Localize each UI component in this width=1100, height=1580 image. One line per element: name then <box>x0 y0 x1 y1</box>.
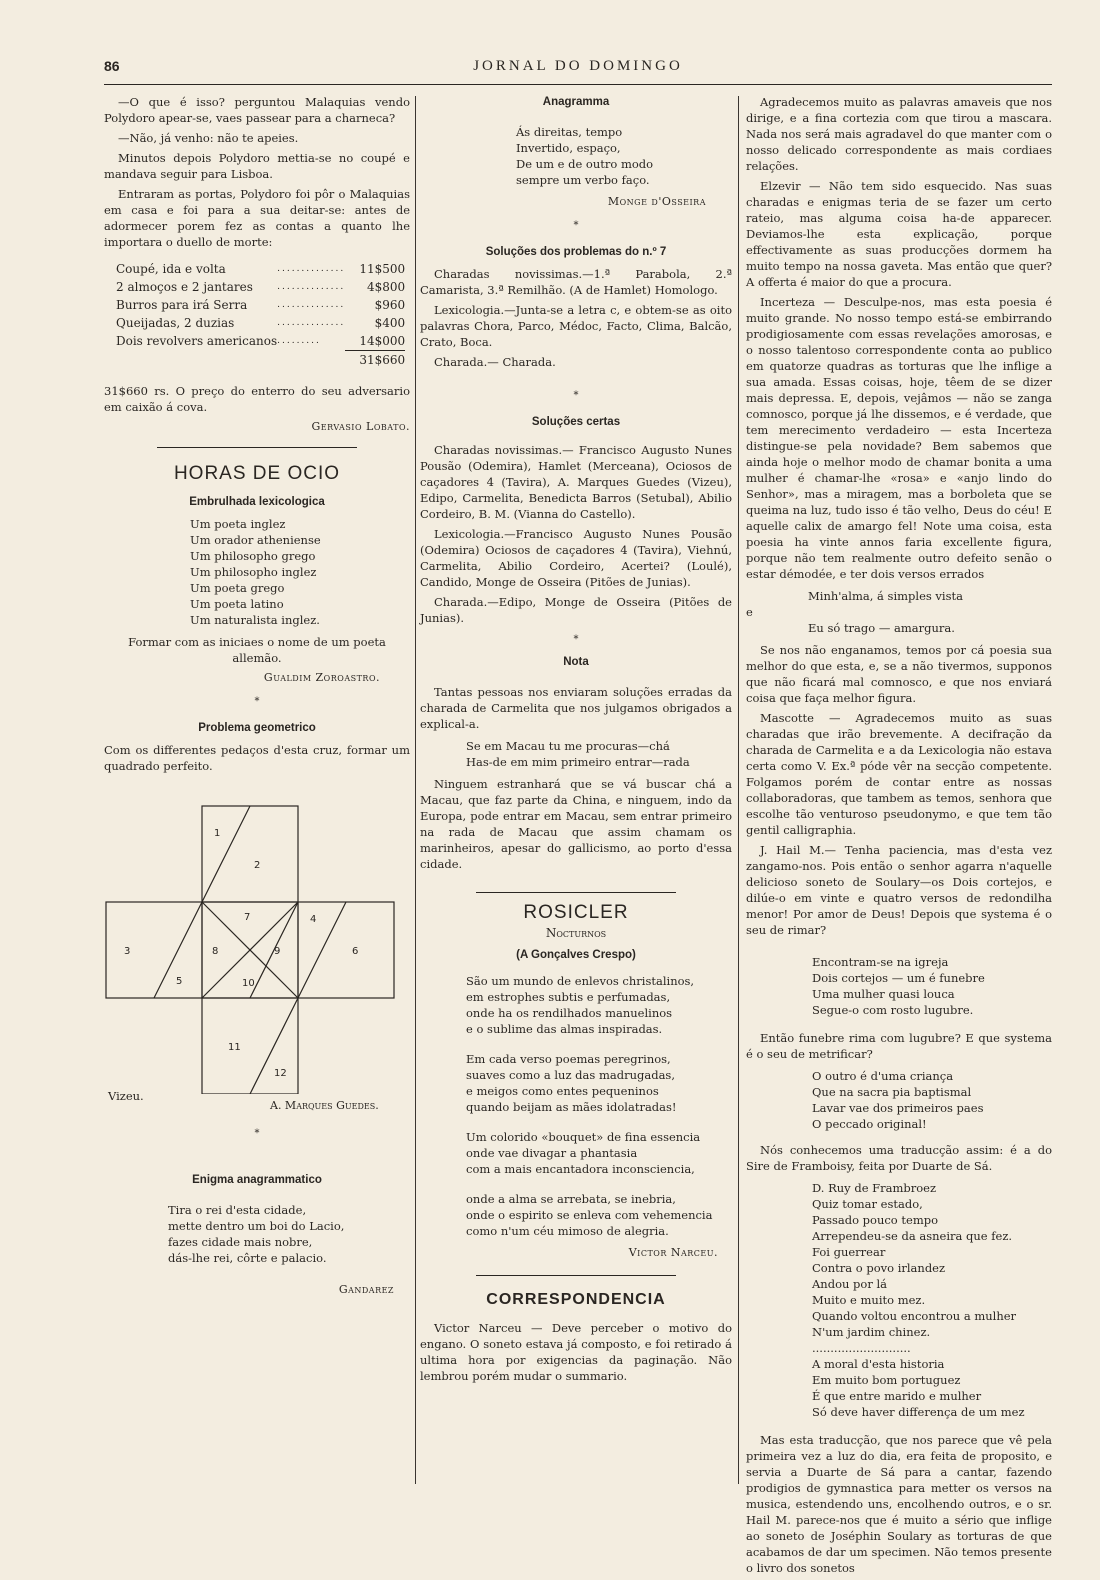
expense-item: Burros para irá Serra <box>116 298 248 312</box>
expense-total-row <box>116 351 405 370</box>
quoted-line: É que entre marido e mulher <box>812 1389 982 1403</box>
piece-label: 1 <box>214 828 221 839</box>
quoted-line: Arrependeu-se da asneira que fez. <box>812 1229 1013 1243</box>
piece-label: 8 <box>212 946 219 957</box>
enigma-lines <box>168 1202 410 1266</box>
correspondence-paragraph: Mas esta traducção, que nos parece que vê pela primeira vez a luz do dia, era feita de proposito, e servia a Duarte de Sá para a cantar, fazendo prodigios de gymnastica para metter os versos na musica, estendendo uns, encolhendo outros, e o sr. Hail M. parece-nos que é muito a sério que inflige ao soneto de Joséphin Soulary as torturas de que acabamos de dar um specimen. Não temos presente o livro dos sonetos <box>746 1433 1052 1575</box>
quoted-verse <box>812 1068 1052 1132</box>
story-paragraph: Entraram as portas, Polydoro foi pôr o Malaquias em casa e foi para a sua deitar-se: antes de adormecer porem fez as contas a quanto lhe importara o duello de morte: <box>104 187 410 249</box>
piece-label: 7 <box>244 912 251 923</box>
poem-dedication: (A Gonçalves Crespo) <box>516 949 636 961</box>
quoted-line: Encontram-se na igreja <box>812 955 949 969</box>
poem-stanza <box>466 1191 732 1239</box>
column-2 <box>420 94 732 1388</box>
section-rule <box>157 447 357 448</box>
section-rule <box>476 892 676 893</box>
column-3 <box>746 94 1052 1580</box>
puzzle-line: Um naturalista inglez. <box>190 613 320 627</box>
section-heading: Nota <box>563 656 589 668</box>
quoted-line: Lavar vae dos primeiros paes <box>812 1101 984 1115</box>
separator-star: * <box>254 696 260 707</box>
section-title: HORAS DE OCIO <box>173 463 341 484</box>
column-divider-2 <box>738 96 739 1484</box>
anagram-line: Ás direitas, tempo <box>516 125 623 139</box>
header-rule <box>104 84 1052 85</box>
solution-paragraph: Charadas novissimas.—1.ª Parabola, 2.ª Camarista, 3.ª Remilhão. (A de Hamlet) Homologo. <box>420 267 732 297</box>
expense-value: 4$800 <box>367 280 406 294</box>
poem-line: quando beijam as mães idolatradas! <box>466 1100 677 1114</box>
story-paragraph: —Não, já venho: não te apeies. <box>118 131 299 145</box>
anagram-line: sempre um verbo faço. <box>516 173 650 187</box>
quoted-line: e <box>746 605 753 619</box>
quoted-line: Quando voltou encontrou a mulher <box>812 1309 1017 1323</box>
puzzle-line: Um poeta grego <box>190 581 285 595</box>
enigma-line: Tira o rei d'esta cidade, <box>168 1203 307 1217</box>
section-rule <box>476 1275 676 1276</box>
quoted-line: Contra o povo irlandez <box>812 1261 946 1275</box>
author-signature: A. Marques Guedes. <box>270 1099 379 1112</box>
expense-total: 31$660 <box>345 351 405 370</box>
puzzle-line: Um philosopho grego <box>190 549 316 563</box>
solution-paragraph: Lexicologia.—Junta-se a letra c, e obtem-se as oito palavras Chora, Parco, Médoc, Facto, Clima, Balcão, Crato, Boca. <box>420 303 732 349</box>
piece-label: 4 <box>310 914 317 925</box>
piece-label: 2 <box>254 860 261 871</box>
solvers-paragraph: Charada.—Edipo, Monge de Osseira (Pitões de Junias). <box>420 595 732 625</box>
piece-label: 5 <box>176 976 183 987</box>
poem-stanza <box>466 1129 732 1177</box>
piece-label: 9 <box>274 946 281 957</box>
quoted-line: Muito e muito mez. <box>812 1293 926 1307</box>
separator-star: * <box>573 220 579 231</box>
note-paragraph: Ninguem estranhará que se vá buscar chá a Macau, que faz parte da China, e ninguem, indo da Europa, pode entrar em Macau, sem entrar primeiro na rada de Macau que assim chamam os marinheiros, apesar do gallicismo, ao porto d'essa cidade. <box>420 777 732 871</box>
poem-line: Um colorido «bouquet» de fina essencia <box>466 1130 701 1144</box>
poem-line: onde o espirito se enleva com vehemencia <box>466 1208 713 1222</box>
expense-item: Dois revolvers americanos <box>116 334 278 349</box>
separator-star: * <box>254 1128 260 1139</box>
quoted-verse <box>812 1180 1052 1420</box>
expense-item: 2 almoços e 2 jantares <box>116 280 253 294</box>
quoted-line: Passado pouco tempo <box>812 1213 939 1227</box>
expense-value: 14$000 <box>359 334 406 348</box>
puzzle-line: Um orador atheniense <box>190 533 321 547</box>
correspondence-paragraph: J. Hail M.— Tenha paciencia, mas d'esta vez zangamo-nos. Pois então o senhor agarra n'aquelle delicioso soneto de Soulary—os Dois cortejos, e dilúe-o em vinte e quatro versos de redondilha menor! Por amor de Deus! Depois que systema é o seu de rimar? <box>746 843 1052 937</box>
piece-label: 3 <box>124 946 131 957</box>
enigma-line: mette dentro um boi do Lacio, <box>168 1219 345 1233</box>
expense-row: Coupé, ida e volta .............. 11$500 <box>116 262 406 276</box>
correspondence-paragraph: Elzevir — Não tem sido esquecido. Nas suas charadas e enigmas teria de se fazer um certo rateio, mas alguma coisa ha-de apparecer. Deviamos-lhe esta explicação, porque effectivamente as suas producções dormem ha muito tempo na nossa gaveta. Mas então que quer? A offerta é maior do que a procura. <box>746 179 1052 289</box>
quoted-line: Que na sacra pia baptismal <box>812 1085 972 1099</box>
section-heading: Soluções dos problemas do n.º 7 <box>485 246 667 258</box>
correspondence-paragraph: Então funebre rima com lugubre? E que systema é o seu de metrificar? <box>746 1031 1052 1061</box>
correspondence-paragraph: Victor Narceu — Deve perceber o motivo do engano. O soneto estava já composto, e foi retirado á ultima hora por exigencias da paginação. Não lembrou porém mudar o summario. <box>420 1321 732 1383</box>
puzzle-title: Anagramma <box>542 96 610 108</box>
piece-label: 6 <box>352 946 359 957</box>
expense-value: 11$500 <box>359 262 406 276</box>
quoted-line: N'um jardim chinez. <box>812 1325 931 1339</box>
note-verse-line: Se em Macau tu me procuras—chá <box>466 739 670 753</box>
puzzle-instruction: Formar com as iniciaes o nome de um poeta allemão. <box>128 635 386 665</box>
quoted-line: O outro é d'uma criança <box>812 1069 954 1083</box>
puzzle-lines <box>190 516 410 628</box>
solution-paragraph: Charada.— Charada. <box>434 355 556 369</box>
poem-line: e meigos como entes pequeninos <box>466 1084 659 1098</box>
correspondence-paragraph: Mascotte — Agradecemos muito as suas charadas que irão brevemente. A decifração da charada de Carmelita e a da Lexicologia não estava certa como V. Ex.ª póde vêr na secção competente. Folgamos porém de contar entre as nossas collaboradoras, que tambem as temos, senhora que escolhe tão venturoso pseudonymo, e que tem tão gentil calligraphia. <box>746 711 1052 837</box>
quoted-line: Eu só trago — amargura. <box>808 621 955 635</box>
quoted-line: O peccado original! <box>812 1117 927 1131</box>
expense-item: Coupé, ida e volta <box>116 262 226 276</box>
quoted-line: Em muito bom portuguez <box>812 1373 961 1387</box>
quoted-line: ........................... <box>812 1341 911 1355</box>
poem-line: onde vae divagar a phantasia <box>466 1146 638 1160</box>
poem-line: Em cada verso poemas peregrinos, <box>466 1052 671 1066</box>
expense-row: Queijadas, 2 duzias .............. $400 <box>116 316 406 330</box>
poem-stanza <box>466 1051 732 1115</box>
poem-stanza <box>466 973 732 1037</box>
page-header <box>104 58 1052 80</box>
expense-row: 2 almoços e 2 jantares .............. 4$800 <box>116 280 406 294</box>
expense-item: Queijadas, 2 duzias <box>116 316 235 330</box>
quoted-line: Minh'alma, á simples vista <box>808 589 963 603</box>
piece-label: 10 <box>242 978 255 989</box>
author-signature: Gandarez <box>338 1283 394 1296</box>
poem-line: onde a alma se arrebata, se inebria, <box>466 1192 676 1206</box>
author-signature: Gervasio Lobato. <box>311 420 410 433</box>
quoted-line: Uma mulher quasi louca <box>812 987 955 1001</box>
column-divider-1 <box>415 96 416 1484</box>
closing-paragraph: 31$660 rs. O preço do enterro do seu adversario em caixão á cova. <box>104 384 410 414</box>
expense-value: $400 <box>374 316 406 330</box>
correspondence-paragraph: Nós conhecemos uma traducção assim: é a do Sire de Framboisy, feita por Duarte de Sá. <box>746 1143 1052 1173</box>
separator-star: * <box>573 390 579 401</box>
quoted-line: Andou por lá <box>812 1277 888 1291</box>
cross-puzzle-diagram <box>104 794 410 1094</box>
puzzle-line: Um philosopho inglez <box>190 565 317 579</box>
quoted-line: A moral d'esta historia <box>812 1357 945 1371</box>
author-signature: Monge d'Osseira <box>607 195 706 208</box>
quoted-line: Segue-o com rosto lugubre. <box>812 1003 974 1017</box>
enigma-line: dás-lhe rei, côrte e palacio. <box>168 1251 327 1265</box>
quoted-line: D. Ruy de Frambroez <box>812 1181 937 1195</box>
place-name: Vizeu. <box>108 1089 144 1103</box>
anagram-line: Invertido, espaço, <box>516 141 621 155</box>
note-verse <box>466 738 732 770</box>
author-signature: Gualdim Zoroastro. <box>263 671 380 684</box>
journal-title: JORNAL DO DOMINGO <box>473 58 683 74</box>
quoted-line: Quiz tomar estado, <box>812 1197 923 1211</box>
expense-value: $960 <box>374 298 406 312</box>
anagram-line: De um e de outro modo <box>516 157 654 171</box>
poem-line: São um mundo de enlevos christalinos, <box>466 974 695 988</box>
poem-line: em estrophes subtis e perfumadas, <box>466 990 671 1004</box>
column-1 <box>104 94 410 1306</box>
quoted-verse <box>746 588 1052 636</box>
puzzle-line: Um poeta inglez <box>190 517 286 531</box>
expense-table <box>116 260 405 369</box>
enigma-line: fazes cidade mais nobre, <box>168 1235 313 1249</box>
note-verse-line: Has-de em mim primeiro entrar—rada <box>466 755 690 769</box>
poem-line: com a mais encantadora inconsciencia, <box>466 1162 695 1176</box>
correspondence-paragraph: Se nos não enganamos, temos por cá poesia sua melhor do que esta, e, se a não tivermos, supponos que não ficará mal comnosco, e que nos enviará coisa que faça melhor figura. <box>746 643 1052 705</box>
puzzle-line: Um poeta latino <box>190 597 284 611</box>
puzzle-text: Com os differentes pedaços d'esta cruz, formar um quadrado perfeito. <box>104 743 410 773</box>
expense-row: Burros para irá Serra .............. $960 <box>116 298 406 312</box>
poem-line: onde ha os rendilhados manuelinos <box>466 1006 673 1020</box>
poem-line: como n'um céu mimoso de alegria. <box>466 1224 669 1238</box>
section-title: CORRESPONDENCIA <box>486 1291 666 1308</box>
poem-subtitle: Nocturnos <box>545 926 607 940</box>
puzzle-title: Problema geometrico <box>198 722 316 734</box>
piece-label: 12 <box>274 1068 287 1079</box>
expense-row: Dois revolvers americanos ......... 14$000 <box>116 332 405 351</box>
puzzle-title: Enigma anagrammatico <box>192 1174 322 1186</box>
correspondence-paragraph: Agradecemos muito as palavras amaveis que nos dirige, e a fina cortezia com que tirou a mascara. Nada nos será mais agradavel do que manter com o nosso delicado correspondente as mais cordiaes relações. <box>746 95 1052 173</box>
quoted-line: Só deve haver differença de um mez <box>812 1405 1025 1419</box>
separator-star: * <box>573 634 579 645</box>
correspondence-paragraph: Incerteza — Desculpe-nos, mas esta poesia é muito grande. No nosso tempo está-se embirrando prodigiosamente com essas revelações amorosas, e o nosso talentoso correspondente conta ao publico em quatorze quadras as torturas que lhe inflige a sua amada. Essas coisas, hoje, têem de se dizer mais depressa. E, depois, vejâmos — não se zanga comnosco, porque já lhe dissemos, e é verdade, que tem merecimento verdadeiro — esta Incerteza distingue-se pela novidade? Bem sabemos que ainda hoje o melhor modo de chamar bonita a uma mulher é chamar-lhe «rosa» e «anjo lindo do Senhor», mas a miragem, mas a borboleta que se queima na luz, tudo isso é tão velho, Deus do céu! E aquelle calix de amargo fel! Note uma coisa, esta poesia ha vinte annos faria excellente figura, porque não tem realmente outro defeito senão o estar démodée, e ter dois versos errados <box>746 295 1052 581</box>
story-paragraph: Minutos depois Polydoro mettia-se no coupé e mandava seguir para Lisboa. <box>104 151 410 181</box>
section-heading: Soluções certas <box>531 416 621 428</box>
poem-line: suaves como a luz das madrugadas, <box>466 1068 675 1082</box>
diagram-caption <box>104 1089 410 1120</box>
puzzle-title: Embrulhada lexicologica <box>189 496 325 508</box>
anagram-lines <box>516 124 732 188</box>
solvers-paragraph: Charadas novissimas.— Francisco Augusto Nunes Pousão (Odemira), Hamlet (Merceana), Ociosos de caçadores 4 (Tavira), A. Marques Guedes (Vizeu), Edipo, Carmelita, Benedicta Barros (Setubal), Abilio Cordeiro, B. M. (Vianna do Castello). <box>420 443 732 521</box>
piece-label: 11 <box>228 1042 241 1053</box>
page-number: 86 <box>104 58 120 74</box>
solvers-paragraph: Lexicologia.—Francisco Augusto Nunes Pousão (Odemira) Ociosos de caçadores 4 (Tavira), Viehnú, Carmelita, Abilio Cordeiro, Acertei? (Loulé), Candido, Monge de Osseira (Pitões de Junias). <box>420 527 732 589</box>
quoted-line: Dois cortejos — um é funebre <box>812 971 985 985</box>
note-paragraph: Tantas pessoas nos enviaram soluções erradas da charada de Carmelita que nos julgamos obrigados a explical-a. <box>420 685 732 731</box>
poem-title: ROSICLER <box>523 902 629 923</box>
author-signature: Victor Narceu. <box>628 1246 718 1259</box>
story-paragraph: —O que é isso? perguntou Malaquias vendo Polydoro apear-se, vaes passear para a charneca? <box>104 95 410 125</box>
poem-line: e o sublime das almas inspiradas. <box>466 1022 663 1036</box>
quoted-line: Foi guerrear <box>812 1245 886 1259</box>
quoted-verse <box>812 954 1052 1018</box>
